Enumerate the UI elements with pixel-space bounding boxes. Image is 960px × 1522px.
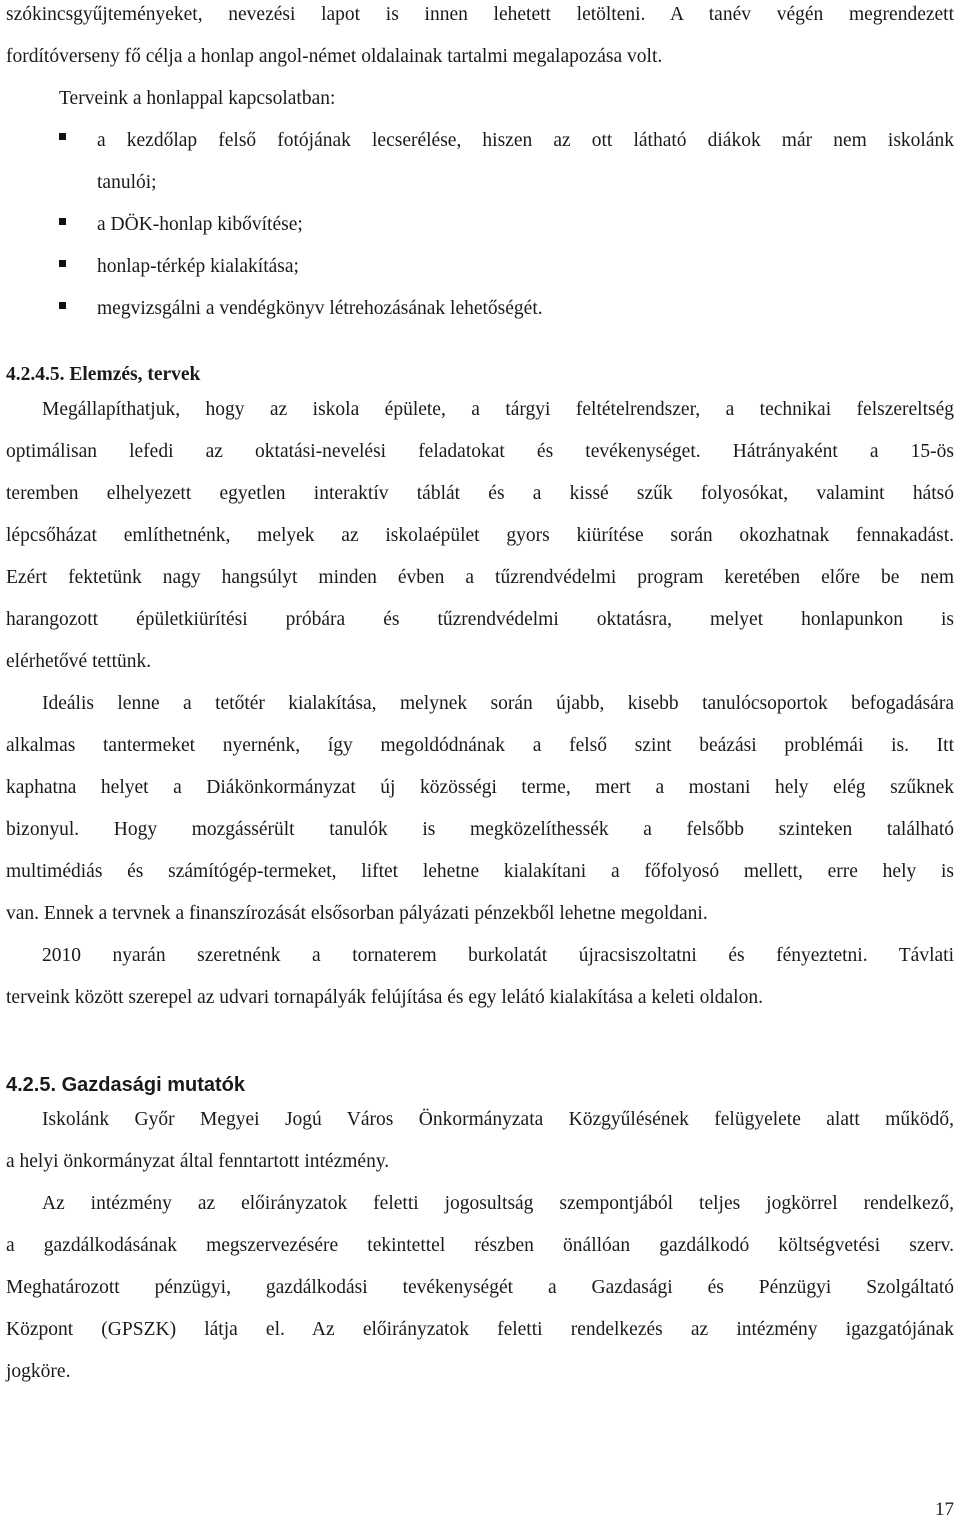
- square-bullet-icon: [59, 133, 66, 140]
- text-line: Iskolánk Győr Megyei Jogú Város Önkormányzata Közgyűlésének felügyelete alatt működő,: [42, 1109, 954, 1130]
- text-line: szókincsgyűjteményeket, nevezési lapot is innen lehetett letölteni. A tanév végén megrendezett: [6, 4, 954, 25]
- text-line: alkalmas tantermeket nyernénk, így megoldódnának a felső szint beázási problémái is. Itt: [6, 735, 954, 756]
- bullet-text: tanulói;: [97, 172, 157, 193]
- bullet-text: a kezdőlap felső fotójának lecserélése, hiszen az ott látható diákok már nem iskolánk: [97, 130, 954, 151]
- page-number: 17: [935, 1499, 954, 1520]
- square-bullet-icon: [59, 302, 66, 309]
- text-line: teremben elhelyezett egyetlen interaktív táblát és a kissé szűk folyosókat, valamint hátsó: [6, 483, 954, 504]
- text-line: harangozott épületkiürítési próbára és tűzrendvédelmi oktatásra, melyet honlapunkon is: [6, 609, 954, 630]
- section-title: Elemzés, tervek: [69, 364, 201, 385]
- text-line: jogköre.: [6, 1361, 71, 1382]
- text-line: optimálisan lefedi az oktatási-nevelési feladatokat és tevékenységet. Hátrányaként a 15-ös: [6, 441, 954, 462]
- square-bullet-icon: [59, 218, 66, 225]
- text-line: multimédiás és számítógép-termeket, liftet lehetne kialakítani a főfolyosó mellett, erre hely is: [6, 861, 954, 882]
- text-line: a gazdálkodásának megszervezésére tekintettel részben önállóan gazdálkodó költségvetési szerv.: [6, 1235, 954, 1256]
- text-line: 2010 nyarán szeretnénk a tornaterem burkolatát újracsiszoltatni és fényeztetni. Távlati: [42, 945, 954, 966]
- text-line: Megállapíthatjuk, hogy az iskola épülete, a tárgyi feltételrendszer, a technikai felszereltség: [42, 399, 954, 420]
- bullet-text: a DÖK-honlap kibővítése;: [97, 214, 303, 235]
- text-line: Ideális lenne a tetőtér kialakítása, melynek során újabb, kisebb tanulócsoportok befogadására: [42, 693, 954, 714]
- section-number: 4.2.4.5.: [6, 364, 65, 385]
- bullet-text: honlap-térkép kialakítása;: [97, 256, 299, 277]
- text-line: Ezért fektetünk nagy hangsúlyt minden évben a tűzrendvédelmi program keretében előre be nem: [6, 567, 954, 588]
- square-bullet-icon: [59, 260, 66, 267]
- section-heading: [6, 363, 954, 387]
- text-line: terveink között szerepel az udvari tornapályák felújítása és egy lelátó kialakítása a keleti oldalon.: [6, 987, 763, 1008]
- text-line: van. Ennek a tervnek a finanszírozását elsősorban pályázati pénzekből lehetne megoldani.: [6, 903, 708, 924]
- text-line: fordítóverseny fő célja a honlap angol-német oldalainak tartalmi megalapozása volt.: [6, 46, 663, 67]
- text-line: a helyi önkormányzat által fenntartott intézmény.: [6, 1151, 390, 1172]
- text-line: lépcsőházat említhetnénk, melyek az iskolaépület gyors kiürítése során okozhatnak fennakadást.: [6, 525, 954, 546]
- text-line: elérhetővé tettünk.: [6, 651, 152, 672]
- text-line: Terveink a honlappal kapcsolatban:: [59, 88, 336, 109]
- bullet-text: megvizsgálni a vendégkönyv létrehozásának lehetőségét.: [97, 298, 543, 319]
- text-line: Az intézmény az előirányzatok feletti jogosultság szempontjából teljes jogkörrel rendelkező,: [42, 1193, 954, 1214]
- text-line: Meghatározott pénzügyi, gazdálkodási tevékenységét a Gazdasági és Pénzügyi Szolgáltató: [6, 1277, 954, 1298]
- section-heading: 4.2.5. Gazdasági mutatók: [6, 1074, 245, 1096]
- text-line: kaphatna helyet a Diákönkormányzat új közösségi terme, mert a mostani hely elég szűknek: [6, 777, 954, 798]
- text-line: bizonyul. Hogy mozgássérült tanulók is megközelíthessék a felsőbb szinteken található: [6, 819, 954, 840]
- text-line: Központ (GPSZK) látja el. Az előirányzatok feletti rendelkezés az intézmény igazgatójának: [6, 1319, 954, 1340]
